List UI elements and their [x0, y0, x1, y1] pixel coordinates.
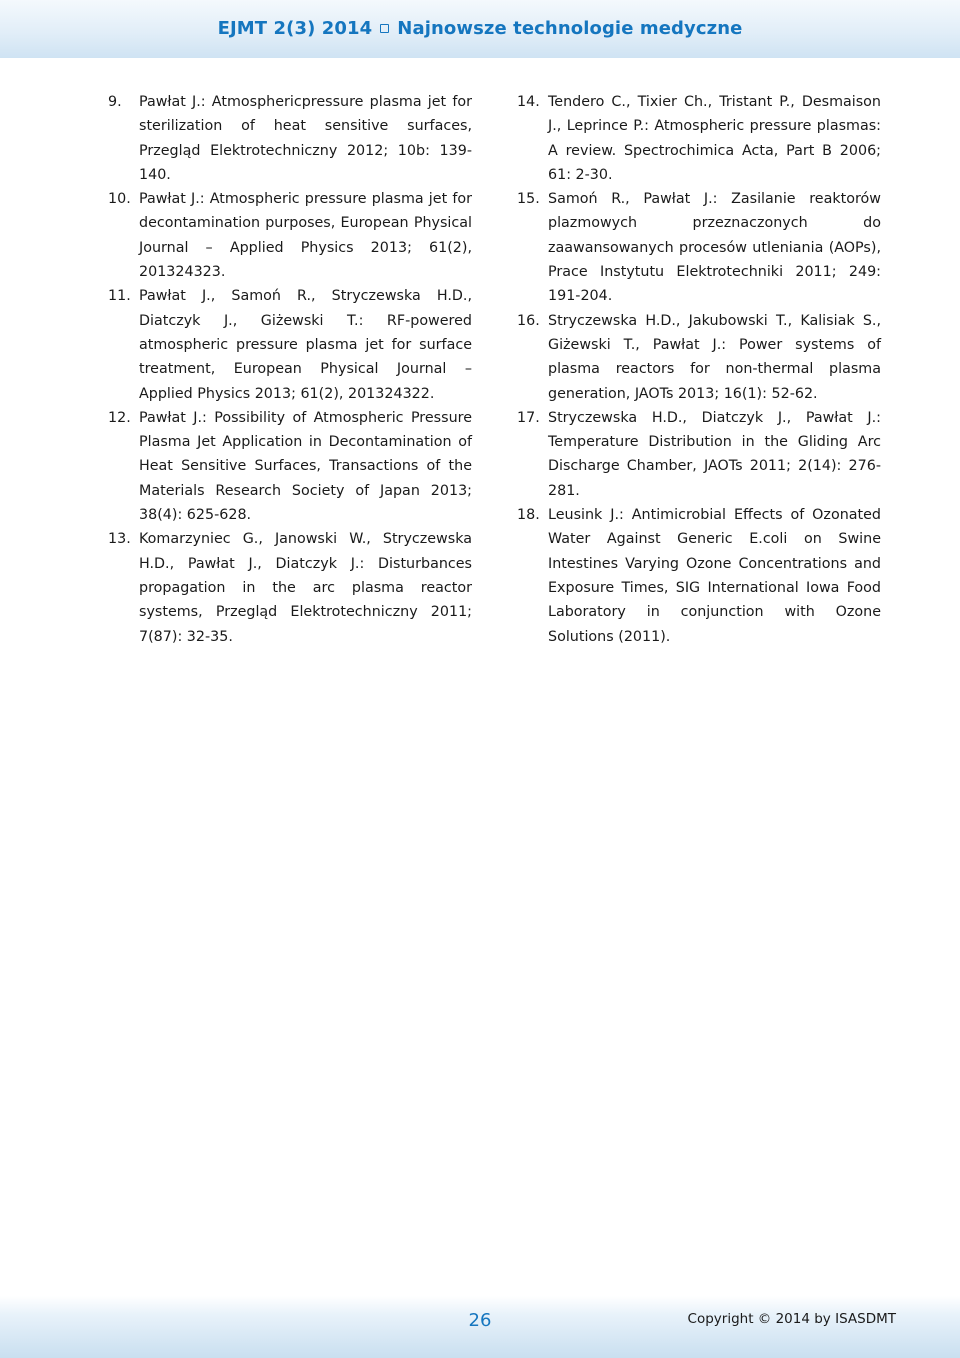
reference-text: Stryczewska H.D., Jakubowski T., Kalisiak S., Giżewski T., Pawłat J.: Power systems of plasma reactors for non-thermal plasma generation, JAOTs 2013; 16(1): 52-62.: [548, 312, 881, 402]
reference-item: [517, 406, 881, 503]
reference-item: [517, 187, 881, 308]
reference-number: 15.: [517, 191, 540, 208]
reference-item: [108, 90, 472, 187]
reference-item: [517, 309, 881, 406]
reference-number: 13.: [108, 531, 131, 548]
reference-text: Samoń R., Pawłat J.: Zasilanie reaktorów plazmowych przeznaczonych do zaawansowanych procesów utleniania (AOPs), Prace Instytutu Elektrotechniki 2011; 249: 191-204.: [548, 191, 881, 305]
page-header: [0, 0, 960, 58]
reference-text: Tendero C., Tixier Ch., Tristant P., Desmaison J., Leprince P.: Atmospheric pressure plasmas: A review. Spectrochimica Acta, Part B 2006; 61: 2-30.: [548, 94, 881, 183]
reference-item: [517, 503, 881, 649]
reference-text: Pawłat J.: Atmosphericpressure plasma jet for sterilization of heat sensitive surfaces, Przegląd Elektrotechniczny 2012; 10b: 139-140.: [139, 94, 472, 183]
reference-number: 10.: [108, 191, 131, 208]
journal-title: EJMT 2(3) 2014: [217, 18, 373, 39]
page-number: 26: [468, 1310, 492, 1331]
references-column-right: [517, 90, 881, 649]
references-column-left: [108, 90, 472, 649]
section-title: Najnowsze technologie medyczne: [397, 18, 743, 39]
reference-number: 17.: [517, 409, 540, 426]
separator-square-icon: [380, 24, 389, 33]
reference-number: 14.: [517, 94, 540, 110]
reference-text: Pawłat J.: Possibility of Atmospheric Pressure Plasma Jet Application in Decontamination of Heat Sensitive Surfaces, Transactions of the Materials Research Society of Japan 2013; 38(4): 625-628.: [139, 409, 472, 524]
reference-text: Stryczewska H.D., Diatczyk J., Pawłat J.: Temperature Distribution in the Gliding Arc Discharge Chamber, JAOTs 2011; 2(14): 276-281.: [548, 409, 881, 499]
reference-text: Pawłat J., Samoń R., Stryczewska H.D., Diatczyk J., Giżewski T.: RF-powered atmospheric pressure plasma jet for surface treatment, European Physical Journal – Applied Physics 2013; 61(2), 201324322.: [139, 288, 472, 402]
reference-item: [517, 90, 881, 187]
reference-item: [108, 187, 472, 284]
reference-number: 11.: [108, 288, 131, 305]
reference-number: 16.: [517, 312, 540, 329]
reference-item: [108, 284, 472, 405]
reference-number: 18.: [517, 507, 540, 524]
copyright-notice: Copyright © 2014 by ISASDMT: [687, 1311, 896, 1327]
reference-item: [108, 527, 472, 648]
reference-item: [108, 406, 472, 527]
reference-number: 12.: [108, 409, 131, 426]
reference-text: Komarzyniec G., Janowski W., Stryczewska H.D., Pawłat J., Diatczyk J.: Disturbances propagation in the arc plasma reactor systems, Przegląd Elektrotechniczny 2011; 7(87): 32-35.: [139, 531, 472, 645]
reference-number: 9.: [108, 94, 122, 110]
running-header: [0, 18, 960, 39]
reference-text: Pawłat J.: Atmospheric pressure plasma jet for decontamination purposes, European Physical Journal – Applied Physics 2013; 61(2), 201324323.: [139, 191, 472, 281]
reference-text: Leusink J.: Antimicrobial Effects of Ozonated Water Against Generic E.coli on Swine Intestines Varying Ozone Concentrations and Exposure Times, SIG International Iowa Food Laboratory in conjunction with Ozone Solutions (2011).: [548, 507, 881, 645]
